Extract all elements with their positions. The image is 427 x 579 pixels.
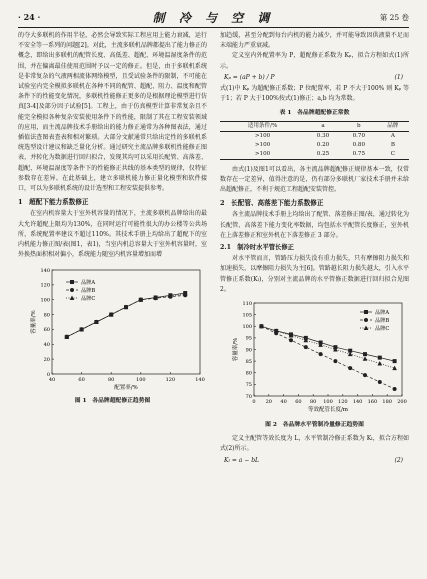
series-line	[261, 326, 394, 389]
y-tick-label: 20	[43, 357, 50, 364]
x-tick-label: 40	[48, 377, 56, 384]
equation-2	[220, 455, 409, 467]
series-line	[261, 326, 394, 368]
figure-2-chart	[220, 298, 409, 418]
data-point	[378, 361, 383, 366]
equation-text: Kₗ = a − bL	[224, 456, 260, 464]
table-cell: 0.75	[352, 150, 366, 157]
table-row	[220, 150, 409, 160]
data-point	[333, 359, 337, 363]
equation-number: (1)	[394, 73, 403, 81]
equation-1	[220, 72, 409, 84]
x-tick-label: 100	[136, 377, 146, 384]
data-point	[319, 352, 323, 356]
data-point	[289, 338, 293, 342]
data-point	[348, 366, 352, 370]
table-header-cell: a	[321, 122, 325, 129]
y-tick-label: 80	[245, 370, 252, 377]
table-cell: >100	[254, 132, 271, 139]
y-axis-label: 容量率/%	[31, 310, 37, 335]
table-cell: C	[390, 150, 396, 157]
left-column	[18, 31, 207, 411]
x-axis-label: 等效配管长度/m	[307, 407, 349, 414]
legend-marker	[70, 288, 74, 292]
paragraph: 加趋缓，甚至分配到每台内机的能力减少，并可能导致因供液量不足而末端能力严重衰减。	[220, 32, 409, 50]
paragraph: 在室内机容量大于室外机容量的情况下，主流多联机品牌给出的最大允许超配上限均为130%，在同时运行可能性很大的办公楼等公共场所，系统配置率建议不超过110%。其技术手册上均给出了超配下的室内机能力修正图/表(图1，表1)，当室内机总容量大于室外机容量时，室外换热面积相对偏小，系统能力随室内机容量增加而增	[18, 210, 207, 259]
y-tick-label: 100	[40, 297, 50, 304]
data-point	[378, 356, 382, 360]
y-tick-label: 75	[245, 382, 252, 389]
page-number: · 24 ·	[18, 12, 41, 22]
x-tick-label: 200	[397, 399, 407, 406]
y-tick-label: 140	[40, 268, 50, 275]
x-tick-label: 160	[367, 399, 378, 406]
y-tick-label: 100	[242, 324, 252, 331]
table-cell: >100	[254, 141, 271, 148]
x-tick-label: 120	[338, 399, 348, 406]
x-tick-label: 180	[382, 399, 392, 406]
y-tick-label: 80	[43, 312, 50, 319]
x-tick-label: 80	[108, 377, 115, 384]
x-tick-label: 0	[252, 399, 256, 406]
data-point	[378, 380, 382, 384]
plot-frame	[52, 270, 200, 374]
legend-label: 品牌B	[81, 288, 96, 295]
section-heading: 1 超配下能力系数修正	[18, 198, 89, 207]
data-point	[363, 356, 368, 361]
running-header	[18, 10, 409, 26]
paragraph: 对水平管而言，管路压力损失没有重力损失，只有摩擦阻力损失和加速损失，以摩擦阻力损失为主[6]。管路越长阻力损失越大，引入水平管修正系数(Kₗ)，分别对主流品牌的水平管修正数据进行回归拟合见图2。	[220, 255, 409, 293]
x-tick-label: 60	[295, 399, 302, 406]
issue-label: 第 25 卷	[379, 13, 409, 22]
table-cell: >100	[254, 150, 271, 157]
x-tick-label: 120	[165, 377, 176, 384]
paragraph: 定义主配管等效长度为 L，水平管制冷修正系数为 Kₗ，拟合方程如式(2)所示。	[220, 435, 409, 453]
paragraph: 的夺大多联机的作用半径，必然会导致实际工程应用上能力衰减，运行不安全等一系列的问题[2]。对此，主流多联机品牌都提出了能力修正的概念，即给出多联机的配管长度、高低差、超配、环境温湿度条件的范围，并在偏离最佳使用范围时予以一定的修正。但是，由于多联机系统是非常复杂的气液两相流体网络模型，且受试验条件的限制，不可能在试验室内完全模拟多联机在各种不同的配管、超配、阻力、温度和配管条件下的性能变化情况，多联机性能修正更多的是根据理论模型进行仿真[3-4]及部分因子试验[5]。工程上，由于仿真模型计算非常复杂且不能完全模拟各种复杂安装使用条件下的性能，限制了其在工程安装领域的应用，而主流品牌技术手册给出的能力修正通常为各种图表法，通过插值法查图表查表和相对繁琐。大部分文献通常只给出定性的多联机系统选型设计建议和缺乏量化分析。通过研究主流品牌多联机性能修正图表，并转化为数据进行回归拟合，发现其均可以采用长配管、高落差、超配、环境温湿度等条件下的性能修正共线的基本类型的规律，仅特征参数存在差异。在此基础上，建立多联机能力修正量化模型和软件接口，可以为多联机系统的设计选型和工程安装提供参考。	[18, 32, 207, 193]
y-tick-label: 90	[245, 347, 252, 354]
figure-caption: 图 2 各品牌水平管制冷量修正趋势图	[265, 422, 364, 429]
y-tick-label: 105	[242, 312, 252, 319]
x-tick-label: 100	[323, 399, 333, 406]
x-tick-label: 140	[195, 377, 205, 384]
table-cell: 0.30	[316, 132, 330, 139]
legend-marker	[70, 280, 74, 284]
x-tick-label: 140	[352, 399, 363, 406]
table-cell: 0.70	[352, 132, 366, 139]
paragraph: 定义室内外配置率为 P，超配修正系数为 Kₚ，拟合方程如式(1)所示。	[220, 52, 409, 70]
table-cell: 0.20	[316, 141, 330, 148]
figure-1-chart	[18, 264, 207, 394]
paragraph: 式(1)中 Kₚ 为超配修正系数；P 位配置率，若 P 不大于100% 则 Kₚ 等于1；若 P 大于100%按式(1)修正；a,b 均为常数。	[220, 85, 409, 103]
legend-marker	[364, 318, 368, 322]
x-tick-label: 60	[78, 377, 85, 384]
table-header-cell: b	[357, 122, 361, 129]
y-tick-label: 110	[242, 300, 252, 307]
table-1	[220, 121, 409, 160]
y-tick-label: 85	[245, 358, 252, 365]
y-tick-label: 95	[245, 335, 252, 342]
table-cell: A	[390, 132, 395, 139]
x-tick-label: 20	[265, 399, 272, 406]
data-point	[363, 352, 367, 356]
data-point	[393, 359, 397, 363]
x-axis-label: 配置率/%	[114, 385, 138, 392]
equation-text: Kₚ = (aP + b) / P	[224, 73, 275, 81]
figure-caption: 图 1 各品牌超配修正趋势图	[74, 398, 151, 405]
x-tick-label: 80	[310, 399, 317, 406]
subsection-heading: 2.1 制冷时水平管长修正	[220, 244, 294, 252]
table-cell: 0.80	[352, 141, 366, 148]
x-tick-label: 40	[280, 399, 287, 406]
section-heading: 2 长配管、高落差下能力系数修正	[220, 199, 324, 208]
data-point	[363, 373, 367, 377]
table-row	[220, 141, 409, 150]
legend-label: 品牌C	[375, 326, 390, 333]
y-tick-label: 40	[43, 342, 50, 349]
table-row	[220, 131, 409, 141]
table-cell: B	[390, 141, 395, 148]
y-tick-label: 60	[43, 327, 50, 334]
legend-label: 品牌B	[375, 318, 390, 325]
table-header-cell: 适用条件/%	[247, 122, 278, 129]
table-caption: 表 1 各品牌超配修正常数	[279, 110, 350, 117]
paragraph: 各主流品牌技术手册上均给出了配管、落差修正图/表，通过转化为长配管、高落差下能力变化率数据，均包括水平配管长度修正，室外机在上落差修正和室外机在下落差修正 3 部分。	[220, 211, 409, 239]
journal-title: 制 冷 与 空 调	[152, 11, 275, 25]
legend-label: 品牌A	[375, 310, 390, 317]
y-tick-label: 70	[245, 393, 252, 400]
legend-label: 品牌C	[81, 296, 96, 303]
y-axis-label: 容量率/%	[233, 337, 239, 362]
table-header-row	[220, 121, 409, 131]
data-point	[393, 387, 397, 391]
table-header-cell: 品牌	[387, 122, 399, 129]
equation-number: (2)	[394, 456, 403, 464]
header-rule	[18, 27, 409, 28]
legend-marker	[364, 310, 368, 314]
y-tick-label: 120	[40, 283, 50, 290]
data-point	[304, 345, 308, 349]
y-tick-label: 0	[46, 372, 50, 379]
legend-label: 品牌A	[81, 280, 96, 287]
paragraph: 由式(1)及图1可以看出，各主流品牌超配修正规律基本一致，仅常数存在一定差异，值得注意的是，仍有部分多联机厂家技术手册并未给出超配修正，不利于规范工程超配安装管控。	[220, 165, 409, 194]
right-column	[220, 31, 409, 467]
table-cell: 0.25	[316, 150, 330, 157]
